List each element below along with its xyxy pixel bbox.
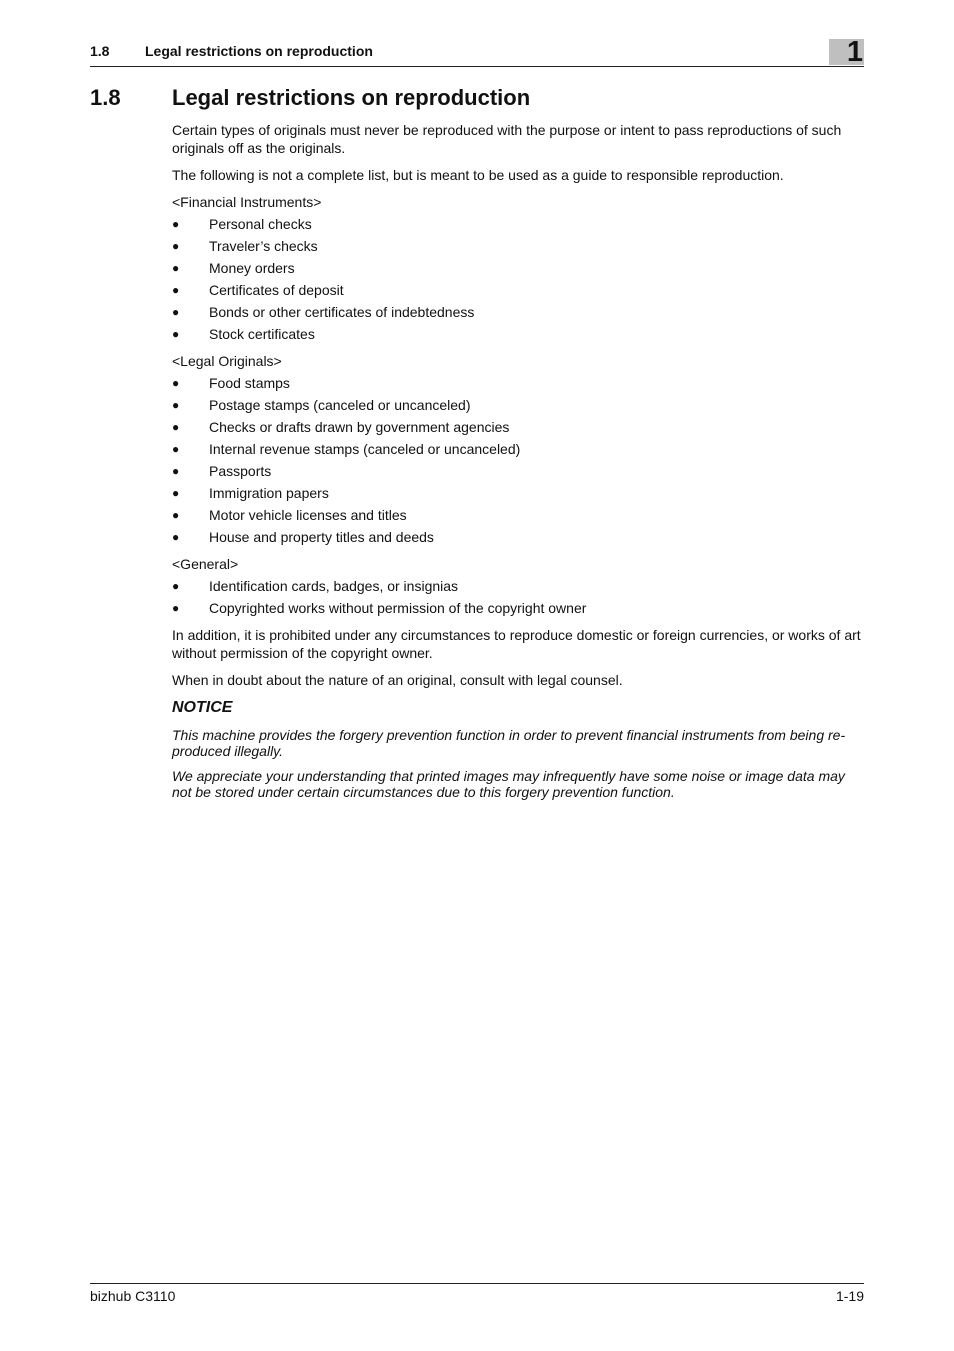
legal-originals-list [172,374,864,546]
bullet-icon: ● [172,601,180,615]
bullet-icon: ● [172,420,180,434]
intro-paragraph: The following is not a complete list, but is meant to be used as a guide to responsible reproduction. [172,167,784,183]
bullet-icon: ● [172,508,180,522]
notice-box [172,698,864,800]
footer-page-number: 1-19 [835,1288,864,1304]
running-header [90,40,864,67]
group-label-legal: <Legal Originals> [172,353,282,369]
bullet-icon: ● [172,579,180,593]
list-item: ● Motor vehicle licenses and titles [172,507,407,523]
list-item: ● Certificates of deposit [172,282,344,298]
footer-product-name: bizhub C3110 [90,1288,176,1304]
bullet-icon: ● [172,530,180,544]
group-label-general: <General> [172,556,239,572]
bullet-icon: ● [172,327,180,341]
bullet-icon: ● [172,398,180,412]
list-item: ● Food stamps [172,375,290,391]
bullet-icon: ● [172,376,180,390]
bullet-icon: ● [172,305,180,319]
list-item: ● Passports [172,463,272,479]
list-item: ● Immigration papers [172,485,329,501]
closing-paragraph: In addition, it is prohibited under any circumstances to reproduce domestic or foreign currencies, or works of art without permission of the copyright owner. [172,627,861,661]
list-item: ● House and property titles and deeds [172,529,434,545]
bullet-icon: ● [172,217,180,231]
main-content [172,121,864,809]
bullet-icon: ● [172,442,180,456]
list-item: ● Identification cards, badges, or insignias [172,578,459,594]
financial-instruments-list [172,215,864,343]
page-title-text: Legal restrictions on reproduction [172,85,531,110]
bullet-icon: ● [172,464,180,478]
chapter-number: 1 [846,36,863,68]
group-label-financial: <Financial Instruments> [172,194,322,210]
bullet-icon: ● [172,283,180,297]
list-item: ● Postage stamps (canceled or uncanceled) [172,397,471,413]
bullet-icon: ● [172,261,180,275]
list-item: ● Copyrighted works without permission of the copyright owner [172,600,587,616]
list-item: ● Personal checks [172,216,312,232]
notice-paragraph: We appreciate your understanding that printed images may infrequently have some noise or image data may not be stored under certain circumstances due to this forgery prevention function. [172,768,845,800]
bullet-icon: ● [172,486,180,500]
header-section-number: 1.8 [90,43,110,59]
list-item: ● Traveler’s checks [172,238,318,254]
list-item: ● Stock certificates [172,326,315,342]
notice-title: NOTICE [172,699,233,716]
header-section-title: Legal restrictions on reproduction [145,43,373,59]
bullet-icon: ● [172,239,180,253]
list-item: ● Money orders [172,260,295,276]
page-footer [90,1283,864,1314]
intro-paragraph: Certain types of originals must never be reproduced with the purpose or intent to pass reproductions of such originals off as the originals. [172,122,842,156]
page-title [90,84,530,112]
page-title-number: 1.8 [90,85,121,110]
notice-paragraph: This machine provides the forgery prevention function in order to prevent financial instruments from being re-produced illegally. [172,727,846,759]
closing-paragraph: When in doubt about the nature of an original, consult with legal counsel. [172,672,623,688]
list-item: ● Checks or drafts drawn by government agencies [172,419,510,435]
general-list [172,577,864,617]
list-item: ● Bonds or other certificates of indebtedness [172,304,475,320]
chapter-tab [829,36,864,68]
list-item: ● Internal revenue stamps (canceled or uncanceled) [172,441,521,457]
